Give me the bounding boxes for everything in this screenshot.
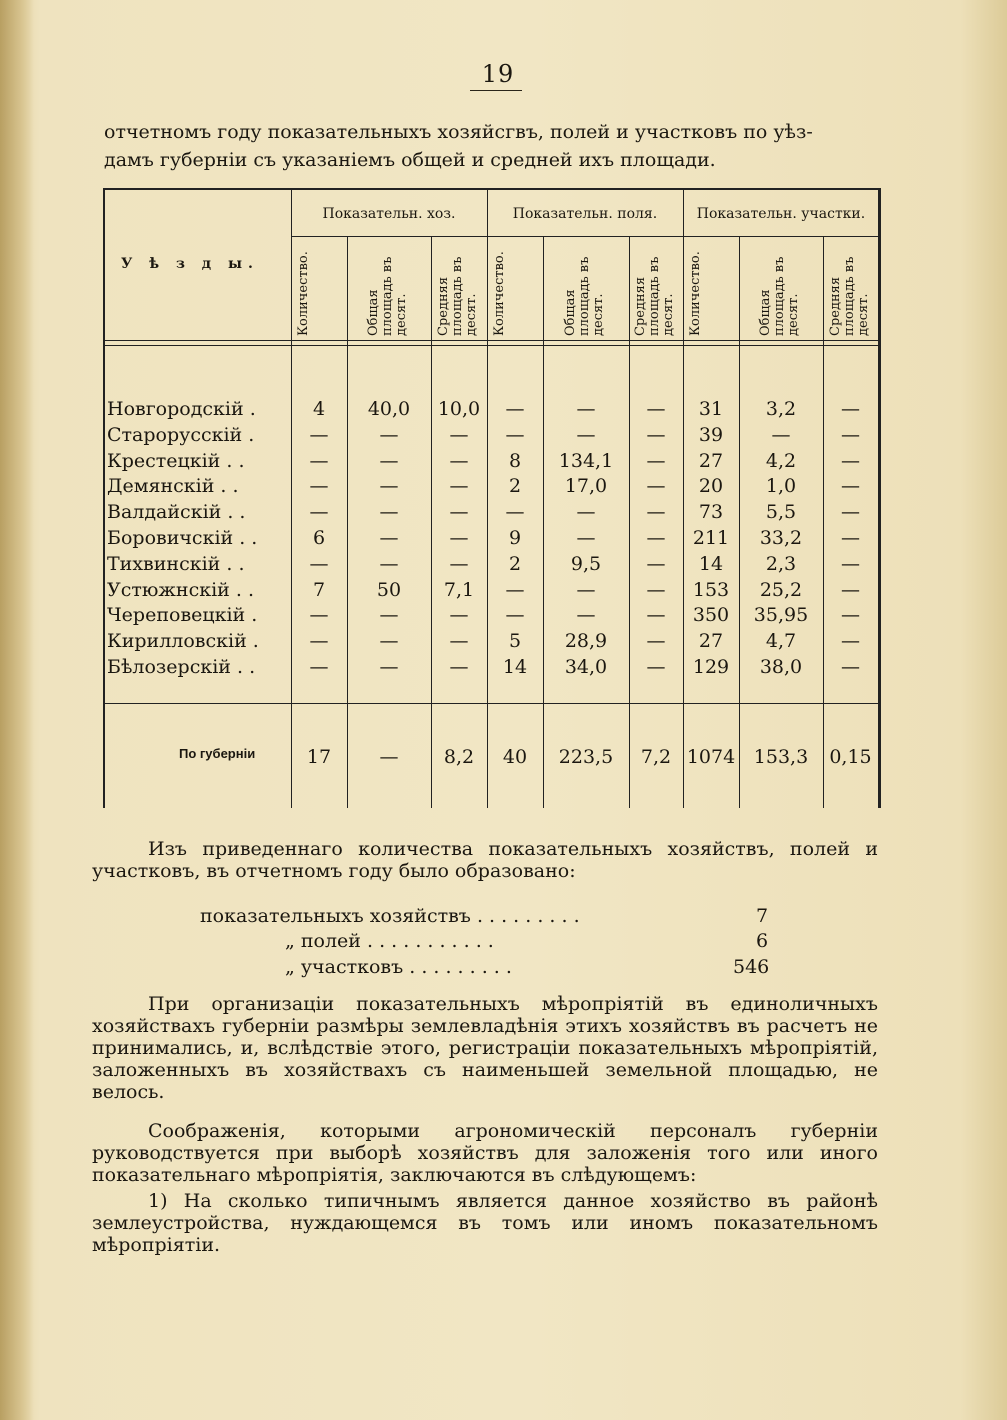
cell-fields-total-area: 28,9 (564, 630, 608, 653)
table-title (104, 118, 894, 174)
cell-plots-total-area: 1,0 (765, 475, 797, 498)
row-uezd-name: Новгородскій . (107, 398, 256, 420)
subheader-plots-count: Количество. (688, 251, 703, 336)
cell-plots-total-area: 38,0 (759, 656, 803, 678)
header-bottom-rule-2 (103, 345, 881, 346)
cell-plots-count: 350 (692, 604, 730, 627)
cell-farms-total-area: — (379, 552, 399, 575)
cell-fields-count: 2 (508, 475, 522, 498)
cell-farms-total-area: — (379, 604, 399, 627)
cell-farms-count: — (309, 475, 329, 498)
cell-farms-total-area: — (379, 527, 399, 549)
cell-fields-total-area: 17,0 (564, 475, 608, 498)
cell-fields-total-area: 34,0 (564, 656, 608, 678)
paragraph-registration-text: При организаціи показательныхъ мѣропріятій въ единоличныхъ хозяйствахъ губерніи размѣры землевладѣнія этихъ хозяйствъ въ расчетъ не принимались, и, вслѣдствіе этого, регистраціи показательныхъ мѣропріятій, заложенныхъ въ хозяйствахъ съ наименьшей земельной площадью, не велось. (92, 993, 878, 1103)
cell-plots-avg-area: — (841, 449, 860, 472)
cell-fields-avg-area: — (646, 398, 666, 420)
stat-label-plots: „ участковъ . . . . . . . . . (285, 956, 512, 978)
statistics-table (103, 188, 881, 808)
cell-fields-avg-area: — (646, 501, 666, 524)
cell-plots-count: 129 (692, 656, 730, 678)
cell-fields-avg-area: — (646, 656, 666, 678)
subheader-fields-total-area: Общая площадь въ десят. (563, 256, 606, 336)
paragraph-intro (92, 838, 878, 882)
paragraph-point-1 (92, 1190, 878, 1256)
cell-plots-count: 73 (698, 501, 724, 524)
title-line-2: дамъ губерніи съ указаніемъ общей и средней ихъ площади. (104, 149, 716, 171)
total-farms-count: 17 (306, 746, 332, 768)
book-gutter (0, 0, 34, 1420)
paragraph-point-1-text: 1) На сколько типичнымъ является данное хозяйство въ районѣ землеустройства, нуждающемся въ томъ или иномъ показательномъ мѣропріятіи. (92, 1190, 878, 1256)
cell-fields-count: 9 (508, 527, 522, 549)
cell-fields-count: — (505, 501, 525, 524)
cell-fields-count: 8 (508, 449, 522, 472)
cell-plots-avg-area: — (841, 578, 860, 601)
cell-plots-avg-area: — (841, 398, 860, 420)
cell-plots-total-area: — (771, 423, 791, 446)
cell-plots-total-area: 3,2 (765, 398, 797, 420)
total-fields-count: 40 (502, 746, 528, 768)
subheader-farms-total-area: Общая площадь въ десят. (366, 256, 409, 336)
cell-farms-count: — (309, 449, 329, 472)
cell-farms-total-area: — (379, 501, 399, 524)
cell-fields-count: 14 (502, 656, 528, 678)
cell-farms-total-area: — (379, 630, 399, 653)
header-bottom-rule-1 (103, 340, 881, 341)
total-plots-total-area: 153,3 (753, 746, 809, 768)
cell-fields-total-area: — (576, 423, 596, 446)
cell-farms-count: 6 (312, 527, 326, 549)
cell-fields-count: — (505, 398, 525, 420)
title-line-1: отчетномъ году показательныхъ хозяйсгвъ, полей и участковъ по уѣз- (104, 121, 813, 143)
cell-plots-count: 27 (698, 449, 724, 472)
cell-plots-total-area: 4,7 (765, 630, 797, 653)
stat-value-farms: 7 (756, 905, 769, 927)
cell-plots-count: 211 (692, 527, 730, 549)
stat-value-fields: 6 (756, 930, 769, 952)
cell-plots-avg-area: — (841, 527, 860, 549)
stat-label-fields: „ полей . . . . . . . . . . . (285, 930, 494, 952)
cell-farms-avg-area: — (449, 604, 469, 627)
cell-farms-count: — (309, 604, 329, 627)
cell-fields-avg-area: — (646, 449, 666, 472)
cell-plots-avg-area: — (841, 552, 860, 575)
cell-farms-total-area: — (379, 475, 399, 498)
cell-fields-count: — (505, 423, 525, 446)
subheader-fields-count: Количество. (492, 251, 507, 336)
cell-fields-avg-area: — (646, 578, 666, 601)
cell-farms-total-area: — (379, 449, 399, 472)
cell-farms-count: 7 (312, 578, 326, 601)
cell-farms-count: 4 (312, 398, 326, 420)
row-uezd-name: Валдайскій . . (107, 501, 246, 524)
cell-farms-avg-area: — (449, 501, 469, 524)
subheader-farms-avg-area: Средняя площадь въ десят. (436, 256, 479, 336)
cell-farms-avg-area: — (449, 630, 469, 653)
row-uezd-name: Крестецкій . . (107, 449, 245, 472)
page-number: 19 (481, 60, 515, 88)
cell-fields-avg-area: — (646, 604, 666, 627)
paragraph-considerations-text: Соображенія, которыми агрономическій персоналъ губерніи руководствуется при выборѣ хозяйствъ для заложенія того или иного показательнаго мѣропріятія, заключаются въ слѣдующемъ: (92, 1120, 878, 1186)
cell-farms-count: — (309, 423, 329, 446)
cell-farms-count: — (309, 630, 329, 653)
cell-fields-count: — (505, 578, 525, 601)
cell-farms-count: — (309, 656, 329, 678)
total-row-label: По губерніи (179, 746, 256, 761)
row-uezd-name: Тихвинскій . . (107, 552, 245, 575)
total-farms-total-area: — (379, 746, 399, 768)
table-left-rule (103, 188, 105, 808)
cell-farms-total-area: 50 (376, 578, 402, 601)
cell-farms-count: — (309, 501, 329, 524)
cell-farms-avg-area: — (449, 527, 469, 549)
cell-plots-count: 31 (698, 398, 724, 420)
group-header-fields: Показательн. поля. (512, 206, 658, 222)
cell-plots-total-area: 35,95 (753, 604, 809, 627)
cell-fields-total-area: 9,5 (570, 552, 602, 575)
row-uezd-name: Череповецкій . (107, 604, 258, 627)
row-uezd-name: Демянскій . . (107, 475, 239, 498)
total-rule (103, 703, 881, 704)
total-farms-avg-area: 8,2 (443, 746, 475, 768)
subheader-farms-count: Количество. (296, 251, 311, 336)
row-uezd-name: Устюжнскій . . (107, 578, 254, 601)
cell-farms-avg-area: — (449, 552, 469, 575)
cell-farms-total-area: 40,0 (367, 398, 411, 420)
cell-fields-total-area: — (576, 527, 596, 549)
row-uezd-name: Кирилловскій . (107, 630, 259, 653)
cell-plots-total-area: 2,3 (765, 552, 797, 575)
cell-plots-total-area: 25,2 (759, 578, 803, 601)
table-top-rule (103, 188, 881, 190)
paragraph-registration (92, 993, 878, 1103)
cell-fields-avg-area: — (646, 527, 666, 549)
cell-farms-count: — (309, 552, 329, 575)
cell-plots-avg-area: — (841, 630, 860, 653)
cell-fields-total-area: — (576, 398, 596, 420)
cell-fields-total-area: — (576, 501, 596, 524)
cell-plots-total-area: 4,2 (765, 449, 797, 472)
cell-plots-count: 20 (698, 475, 724, 498)
cell-plots-count: 153 (692, 578, 730, 601)
cell-farms-avg-area: — (449, 656, 469, 678)
cell-fields-count: — (505, 604, 525, 627)
cell-plots-total-area: 33,2 (759, 527, 803, 549)
cell-plots-count: 14 (698, 552, 724, 575)
cell-plots-avg-area: — (841, 423, 860, 446)
row-uezd-name: Старорусскій . (107, 423, 255, 446)
subheader-plots-avg-area: Средняя площадь въ десят. (827, 256, 871, 336)
cell-plots-avg-area: — (841, 475, 860, 498)
cell-fields-total-area: 134,1 (558, 449, 614, 472)
cell-fields-count: 5 (508, 630, 522, 653)
total-fields-avg-area: 7,2 (640, 746, 672, 768)
group-header-farms: Показательн. хоз. (322, 206, 456, 222)
cell-farms-avg-area: 10,0 (437, 398, 481, 420)
subheader-plots-total-area: Общая площадь въ десят. (758, 256, 801, 336)
cell-fields-avg-area: — (646, 423, 666, 446)
cell-fields-avg-area: — (646, 552, 666, 575)
cell-plots-avg-area: — (841, 604, 860, 627)
cell-fields-avg-area: — (646, 475, 666, 498)
stat-label-farms: показательныхъ хозяйствъ . . . . . . . . . (200, 905, 580, 927)
cell-fields-avg-area: — (646, 630, 666, 653)
cell-farms-avg-area: — (449, 475, 469, 498)
cell-plots-avg-area: — (841, 656, 860, 678)
cell-plots-avg-area: — (841, 501, 860, 524)
total-fields-total-area: 223,5 (558, 746, 614, 768)
uezdy-header: У ѣ з д ы. (121, 256, 259, 272)
cell-plots-count: 39 (698, 423, 724, 446)
paragraph-intro-text: Изъ приведеннаго количества показательныхъ хозяйствъ, полей и участковъ, въ отчетномъ году было образовано: (92, 838, 878, 882)
cell-farms-avg-area: — (449, 449, 469, 472)
cell-plots-total-area: 5,5 (765, 501, 797, 524)
cell-farms-avg-area: 7,1 (443, 578, 475, 601)
cell-fields-total-area: — (576, 604, 596, 627)
stat-value-plots: 546 (733, 956, 770, 978)
paragraph-considerations (92, 1120, 878, 1186)
cell-plots-count: 27 (698, 630, 724, 653)
total-plots-count: 1074 (686, 746, 736, 768)
cell-fields-total-area: — (576, 578, 596, 601)
group-header-plots: Показательн. участки. (696, 206, 866, 222)
row-uezd-name: Бѣлозерскій . . (107, 656, 256, 678)
cell-fields-count: 2 (508, 552, 522, 575)
cell-farms-avg-area: — (449, 423, 469, 446)
group-header-rule (291, 236, 881, 237)
cell-farms-total-area: — (379, 423, 399, 446)
row-uezd-name: Боровичскій . . (107, 527, 258, 549)
total-plots-avg-area: 0,15 (829, 746, 872, 768)
cell-farms-total-area: — (379, 656, 399, 678)
subheader-fields-avg-area: Средняя площадь въ десят. (633, 256, 676, 336)
page-number-rule (470, 90, 522, 91)
table-right-rule (878, 188, 881, 808)
